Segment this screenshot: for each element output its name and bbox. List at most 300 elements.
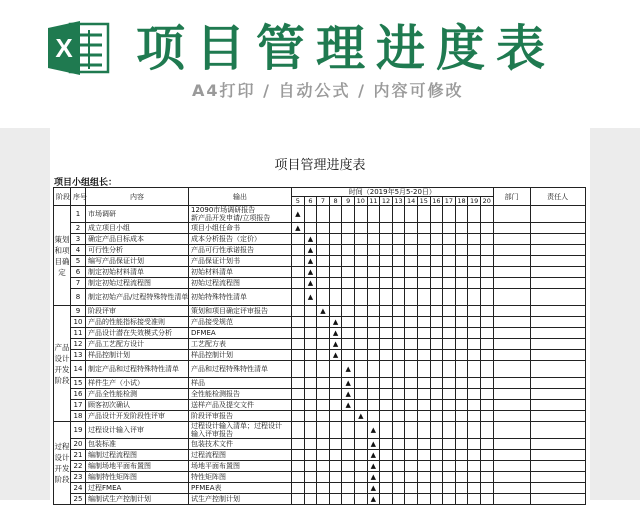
week-cell[interactable] [342, 306, 355, 317]
week-cell[interactable] [317, 461, 330, 472]
row-content[interactable]: 产品全性能检测 [86, 389, 189, 400]
week-cell[interactable] [480, 472, 493, 483]
milestone-marker[interactable]: ▲ [292, 223, 305, 234]
row-number[interactable]: 14 [71, 361, 86, 378]
row-output[interactable]: 过程流程图 [189, 450, 292, 461]
week-cell[interactable] [392, 267, 405, 278]
week-cell[interactable] [443, 328, 456, 339]
week-cell[interactable] [292, 245, 305, 256]
row-content[interactable]: 制定初始过程流程图 [86, 278, 189, 289]
week-cell[interactable] [354, 494, 367, 505]
week-cell[interactable] [443, 400, 456, 411]
week-cell[interactable] [430, 267, 443, 278]
week-cell[interactable] [417, 494, 430, 505]
header-phase[interactable]: 阶段 [54, 188, 71, 206]
week-cell[interactable] [480, 483, 493, 494]
week-header[interactable]: 11 [367, 197, 380, 206]
week-cell[interactable] [392, 400, 405, 411]
week-cell[interactable] [392, 339, 405, 350]
week-cell[interactable] [354, 350, 367, 361]
dept-cell[interactable] [493, 350, 530, 361]
week-cell[interactable] [392, 494, 405, 505]
week-cell[interactable] [430, 278, 443, 289]
week-cell[interactable] [380, 206, 393, 223]
week-header[interactable]: 12 [380, 197, 393, 206]
row-output[interactable]: DFMEA [189, 328, 292, 339]
row-content[interactable]: 制定初始材料清单 [86, 267, 189, 278]
week-cell[interactable] [480, 494, 493, 505]
week-cell[interactable] [392, 278, 405, 289]
week-cell[interactable] [317, 256, 330, 267]
row-number[interactable]: 19 [71, 422, 86, 439]
week-cell[interactable] [468, 439, 481, 450]
owner-cell[interactable] [530, 422, 585, 439]
row-number[interactable]: 15 [71, 378, 86, 389]
week-cell[interactable] [468, 328, 481, 339]
week-cell[interactable] [392, 328, 405, 339]
dept-cell[interactable] [493, 289, 530, 306]
week-header[interactable]: 16 [430, 197, 443, 206]
row-number[interactable]: 21 [71, 450, 86, 461]
milestone-marker[interactable]: ▲ [329, 317, 342, 328]
week-cell[interactable] [468, 422, 481, 439]
row-number[interactable]: 7 [71, 278, 86, 289]
week-cell[interactable] [417, 361, 430, 378]
week-cell[interactable] [317, 361, 330, 378]
week-cell[interactable] [455, 306, 468, 317]
week-cell[interactable] [380, 400, 393, 411]
week-cell[interactable] [468, 339, 481, 350]
week-cell[interactable] [380, 494, 393, 505]
week-cell[interactable] [392, 223, 405, 234]
week-cell[interactable] [292, 267, 305, 278]
owner-cell[interactable] [530, 256, 585, 267]
week-cell[interactable] [317, 267, 330, 278]
week-cell[interactable] [354, 256, 367, 267]
week-cell[interactable] [342, 245, 355, 256]
week-cell[interactable] [317, 339, 330, 350]
week-cell[interactable] [480, 378, 493, 389]
week-cell[interactable] [430, 256, 443, 267]
week-cell[interactable] [342, 339, 355, 350]
week-cell[interactable] [405, 289, 418, 306]
week-cell[interactable] [317, 245, 330, 256]
week-cell[interactable] [480, 317, 493, 328]
week-cell[interactable] [380, 328, 393, 339]
week-cell[interactable] [380, 483, 393, 494]
dept-cell[interactable] [493, 206, 530, 223]
week-cell[interactable] [304, 494, 317, 505]
dept-cell[interactable] [493, 378, 530, 389]
week-cell[interactable] [304, 361, 317, 378]
week-cell[interactable] [392, 472, 405, 483]
week-cell[interactable] [392, 411, 405, 422]
row-content[interactable]: 制定初始产品/过程特殊特性清单 [86, 289, 189, 306]
week-cell[interactable] [480, 461, 493, 472]
week-cell[interactable] [455, 206, 468, 223]
week-cell[interactable] [317, 328, 330, 339]
week-cell[interactable] [417, 378, 430, 389]
week-cell[interactable] [417, 256, 430, 267]
week-cell[interactable] [443, 472, 456, 483]
row-number[interactable]: 23 [71, 472, 86, 483]
row-output[interactable]: 送样产品及提交文件 [189, 400, 292, 411]
week-cell[interactable] [367, 256, 380, 267]
week-cell[interactable] [443, 206, 456, 223]
week-cell[interactable] [480, 223, 493, 234]
week-cell[interactable] [380, 350, 393, 361]
week-cell[interactable] [317, 422, 330, 439]
week-cell[interactable] [430, 472, 443, 483]
week-cell[interactable] [329, 278, 342, 289]
week-cell[interactable] [430, 422, 443, 439]
week-cell[interactable] [417, 223, 430, 234]
week-cell[interactable] [292, 439, 305, 450]
row-number[interactable]: 25 [71, 494, 86, 505]
week-header[interactable]: 5 [292, 197, 305, 206]
row-number[interactable]: 3 [71, 234, 86, 245]
row-output[interactable]: 产品保证计划书 [189, 256, 292, 267]
week-cell[interactable] [392, 289, 405, 306]
week-cell[interactable] [392, 350, 405, 361]
week-cell[interactable] [417, 389, 430, 400]
week-cell[interactable] [430, 289, 443, 306]
week-cell[interactable] [392, 306, 405, 317]
row-output[interactable]: PFMEA表 [189, 483, 292, 494]
week-cell[interactable] [329, 234, 342, 245]
week-cell[interactable] [417, 461, 430, 472]
week-cell[interactable] [430, 361, 443, 378]
week-cell[interactable] [317, 278, 330, 289]
week-cell[interactable] [380, 234, 393, 245]
week-cell[interactable] [292, 461, 305, 472]
week-cell[interactable] [455, 361, 468, 378]
week-cell[interactable] [317, 206, 330, 223]
week-cell[interactable] [380, 450, 393, 461]
week-cell[interactable] [480, 389, 493, 400]
week-cell[interactable] [443, 422, 456, 439]
week-cell[interactable] [417, 289, 430, 306]
row-content[interactable]: 过程FMEA [86, 483, 189, 494]
dept-cell[interactable] [493, 306, 530, 317]
week-cell[interactable] [443, 339, 456, 350]
week-cell[interactable] [430, 450, 443, 461]
week-cell[interactable] [354, 439, 367, 450]
row-number[interactable]: 13 [71, 350, 86, 361]
milestone-marker[interactable]: ▲ [304, 256, 317, 267]
row-content[interactable]: 编制试生产控制计划 [86, 494, 189, 505]
week-cell[interactable] [455, 461, 468, 472]
week-cell[interactable] [329, 439, 342, 450]
week-cell[interactable] [317, 317, 330, 328]
week-cell[interactable] [392, 256, 405, 267]
week-cell[interactable] [480, 267, 493, 278]
milestone-marker[interactable]: ▲ [354, 411, 367, 422]
week-cell[interactable] [405, 361, 418, 378]
week-cell[interactable] [468, 378, 481, 389]
row-content[interactable]: 顾客初次确认 [86, 400, 189, 411]
dept-cell[interactable] [493, 317, 530, 328]
week-cell[interactable] [304, 472, 317, 483]
week-cell[interactable] [367, 339, 380, 350]
week-cell[interactable] [417, 306, 430, 317]
week-cell[interactable] [468, 389, 481, 400]
dept-cell[interactable] [493, 422, 530, 439]
week-cell[interactable] [354, 289, 367, 306]
milestone-marker[interactable]: ▲ [367, 422, 380, 439]
week-cell[interactable] [304, 450, 317, 461]
header-owner[interactable]: 责任人 [530, 188, 585, 206]
week-cell[interactable] [329, 223, 342, 234]
row-output[interactable]: 全性能检测报告 [189, 389, 292, 400]
week-header[interactable]: 14 [405, 197, 418, 206]
week-cell[interactable] [443, 361, 456, 378]
row-number[interactable]: 6 [71, 267, 86, 278]
week-cell[interactable] [392, 206, 405, 223]
week-cell[interactable] [405, 439, 418, 450]
week-cell[interactable] [292, 389, 305, 400]
row-number[interactable]: 9 [71, 306, 86, 317]
week-cell[interactable] [455, 389, 468, 400]
week-cell[interactable] [468, 317, 481, 328]
week-cell[interactable] [380, 461, 393, 472]
owner-cell[interactable] [530, 389, 585, 400]
week-cell[interactable] [329, 245, 342, 256]
week-cell[interactable] [405, 422, 418, 439]
week-cell[interactable] [430, 223, 443, 234]
week-cell[interactable] [430, 339, 443, 350]
week-cell[interactable] [430, 206, 443, 223]
phase-label[interactable]: 策划和项目确定 [54, 206, 71, 306]
week-cell[interactable] [480, 306, 493, 317]
week-cell[interactable] [443, 234, 456, 245]
week-header[interactable]: 8 [329, 197, 342, 206]
week-cell[interactable] [455, 328, 468, 339]
week-cell[interactable] [430, 411, 443, 422]
row-number[interactable]: 4 [71, 245, 86, 256]
week-cell[interactable] [367, 361, 380, 378]
week-cell[interactable] [354, 223, 367, 234]
week-cell[interactable] [354, 267, 367, 278]
week-cell[interactable] [405, 317, 418, 328]
dept-cell[interactable] [493, 339, 530, 350]
week-cell[interactable] [380, 289, 393, 306]
week-cell[interactable] [304, 350, 317, 361]
week-cell[interactable] [468, 494, 481, 505]
week-cell[interactable] [329, 461, 342, 472]
milestone-marker[interactable]: ▲ [329, 328, 342, 339]
week-cell[interactable] [455, 223, 468, 234]
week-cell[interactable] [342, 223, 355, 234]
week-cell[interactable] [367, 317, 380, 328]
week-cell[interactable] [430, 317, 443, 328]
week-cell[interactable] [380, 472, 393, 483]
week-cell[interactable] [317, 350, 330, 361]
row-number[interactable]: 17 [71, 400, 86, 411]
week-cell[interactable] [354, 400, 367, 411]
row-number[interactable]: 18 [71, 411, 86, 422]
week-cell[interactable] [455, 256, 468, 267]
week-cell[interactable] [367, 223, 380, 234]
row-number[interactable]: 1 [71, 206, 86, 223]
week-cell[interactable] [417, 234, 430, 245]
week-cell[interactable] [367, 278, 380, 289]
week-header[interactable]: 9 [342, 197, 355, 206]
week-cell[interactable] [430, 461, 443, 472]
owner-cell[interactable] [530, 378, 585, 389]
week-cell[interactable] [304, 328, 317, 339]
dept-cell[interactable] [493, 245, 530, 256]
week-cell[interactable] [405, 378, 418, 389]
week-cell[interactable] [468, 461, 481, 472]
row-content[interactable]: 产品设计潜在失效模式分析 [86, 328, 189, 339]
week-cell[interactable] [405, 350, 418, 361]
week-cell[interactable] [443, 245, 456, 256]
week-cell[interactable] [367, 245, 380, 256]
week-cell[interactable] [342, 256, 355, 267]
week-cell[interactable] [430, 306, 443, 317]
owner-cell[interactable] [530, 245, 585, 256]
row-output[interactable]: 特性矩阵图 [189, 472, 292, 483]
week-cell[interactable] [380, 267, 393, 278]
milestone-marker[interactable]: ▲ [304, 245, 317, 256]
week-cell[interactable] [292, 256, 305, 267]
week-cell[interactable] [292, 289, 305, 306]
week-cell[interactable] [292, 472, 305, 483]
week-cell[interactable] [430, 328, 443, 339]
row-content[interactable]: 包装标准 [86, 439, 189, 450]
week-cell[interactable] [405, 389, 418, 400]
week-cell[interactable] [392, 461, 405, 472]
week-cell[interactable] [342, 483, 355, 494]
row-output[interactable]: 样品 [189, 378, 292, 389]
week-cell[interactable] [354, 483, 367, 494]
week-cell[interactable] [417, 400, 430, 411]
week-cell[interactable] [342, 350, 355, 361]
row-content[interactable]: 可行性分析 [86, 245, 189, 256]
week-cell[interactable] [455, 278, 468, 289]
week-cell[interactable] [367, 289, 380, 306]
week-cell[interactable] [480, 450, 493, 461]
spreadsheet-page[interactable] [50, 128, 590, 503]
row-content[interactable]: 编写产品保证计划 [86, 256, 189, 267]
week-cell[interactable] [468, 223, 481, 234]
row-content[interactable]: 产品的性能指标接受准则 [86, 317, 189, 328]
week-cell[interactable] [354, 278, 367, 289]
owner-cell[interactable] [530, 411, 585, 422]
row-content[interactable]: 产品工艺配方设计 [86, 339, 189, 350]
week-cell[interactable] [304, 461, 317, 472]
week-cell[interactable] [329, 206, 342, 223]
dept-cell[interactable] [493, 411, 530, 422]
dept-cell[interactable] [493, 461, 530, 472]
week-cell[interactable] [443, 483, 456, 494]
week-cell[interactable] [430, 483, 443, 494]
week-cell[interactable] [292, 350, 305, 361]
week-cell[interactable] [342, 317, 355, 328]
week-cell[interactable] [329, 267, 342, 278]
week-cell[interactable] [468, 361, 481, 378]
week-cell[interactable] [430, 400, 443, 411]
week-cell[interactable] [405, 306, 418, 317]
week-cell[interactable] [367, 400, 380, 411]
week-cell[interactable] [329, 306, 342, 317]
week-cell[interactable] [342, 278, 355, 289]
row-number[interactable]: 8 [71, 289, 86, 306]
week-cell[interactable] [329, 422, 342, 439]
week-cell[interactable] [342, 422, 355, 439]
week-cell[interactable] [392, 317, 405, 328]
week-cell[interactable] [317, 411, 330, 422]
week-cell[interactable] [455, 439, 468, 450]
week-cell[interactable] [455, 339, 468, 350]
week-cell[interactable] [342, 206, 355, 223]
week-header[interactable]: 19 [468, 197, 481, 206]
week-cell[interactable] [380, 223, 393, 234]
week-header[interactable]: 7 [317, 197, 330, 206]
owner-cell[interactable] [530, 400, 585, 411]
week-cell[interactable] [292, 317, 305, 328]
week-cell[interactable] [292, 483, 305, 494]
owner-cell[interactable] [530, 306, 585, 317]
week-cell[interactable] [455, 378, 468, 389]
week-cell[interactable] [443, 461, 456, 472]
week-cell[interactable] [480, 234, 493, 245]
week-cell[interactable] [392, 245, 405, 256]
week-cell[interactable] [417, 245, 430, 256]
week-header[interactable]: 20 [480, 197, 493, 206]
week-cell[interactable] [329, 389, 342, 400]
week-cell[interactable] [417, 278, 430, 289]
week-cell[interactable] [317, 223, 330, 234]
week-cell[interactable] [354, 472, 367, 483]
week-cell[interactable] [443, 439, 456, 450]
milestone-marker[interactable]: ▲ [367, 472, 380, 483]
week-cell[interactable] [443, 223, 456, 234]
week-cell[interactable] [342, 461, 355, 472]
owner-cell[interactable] [530, 361, 585, 378]
header-dept[interactable]: 部门 [493, 188, 530, 206]
week-cell[interactable] [342, 472, 355, 483]
week-cell[interactable] [392, 483, 405, 494]
week-cell[interactable] [468, 245, 481, 256]
week-cell[interactable] [292, 328, 305, 339]
week-cell[interactable] [292, 234, 305, 245]
row-output[interactable]: 12090市场调研报告 新产品开发申请/立项报告 [189, 206, 292, 223]
week-cell[interactable] [380, 361, 393, 378]
dept-cell[interactable] [493, 450, 530, 461]
week-cell[interactable] [405, 472, 418, 483]
week-cell[interactable] [405, 461, 418, 472]
week-cell[interactable] [417, 328, 430, 339]
week-cell[interactable] [329, 378, 342, 389]
week-cell[interactable] [480, 206, 493, 223]
header-seq[interactable]: 序号 [71, 188, 86, 206]
week-cell[interactable] [342, 328, 355, 339]
week-cell[interactable] [468, 278, 481, 289]
week-cell[interactable] [380, 317, 393, 328]
week-cell[interactable] [317, 234, 330, 245]
week-cell[interactable] [292, 378, 305, 389]
week-cell[interactable] [329, 483, 342, 494]
week-cell[interactable] [304, 422, 317, 439]
week-cell[interactable] [443, 450, 456, 461]
owner-cell[interactable] [530, 234, 585, 245]
week-cell[interactable] [468, 267, 481, 278]
week-cell[interactable] [304, 483, 317, 494]
week-cell[interactable] [480, 339, 493, 350]
row-output[interactable]: 产品和过程特殊特性清单 [189, 361, 292, 378]
